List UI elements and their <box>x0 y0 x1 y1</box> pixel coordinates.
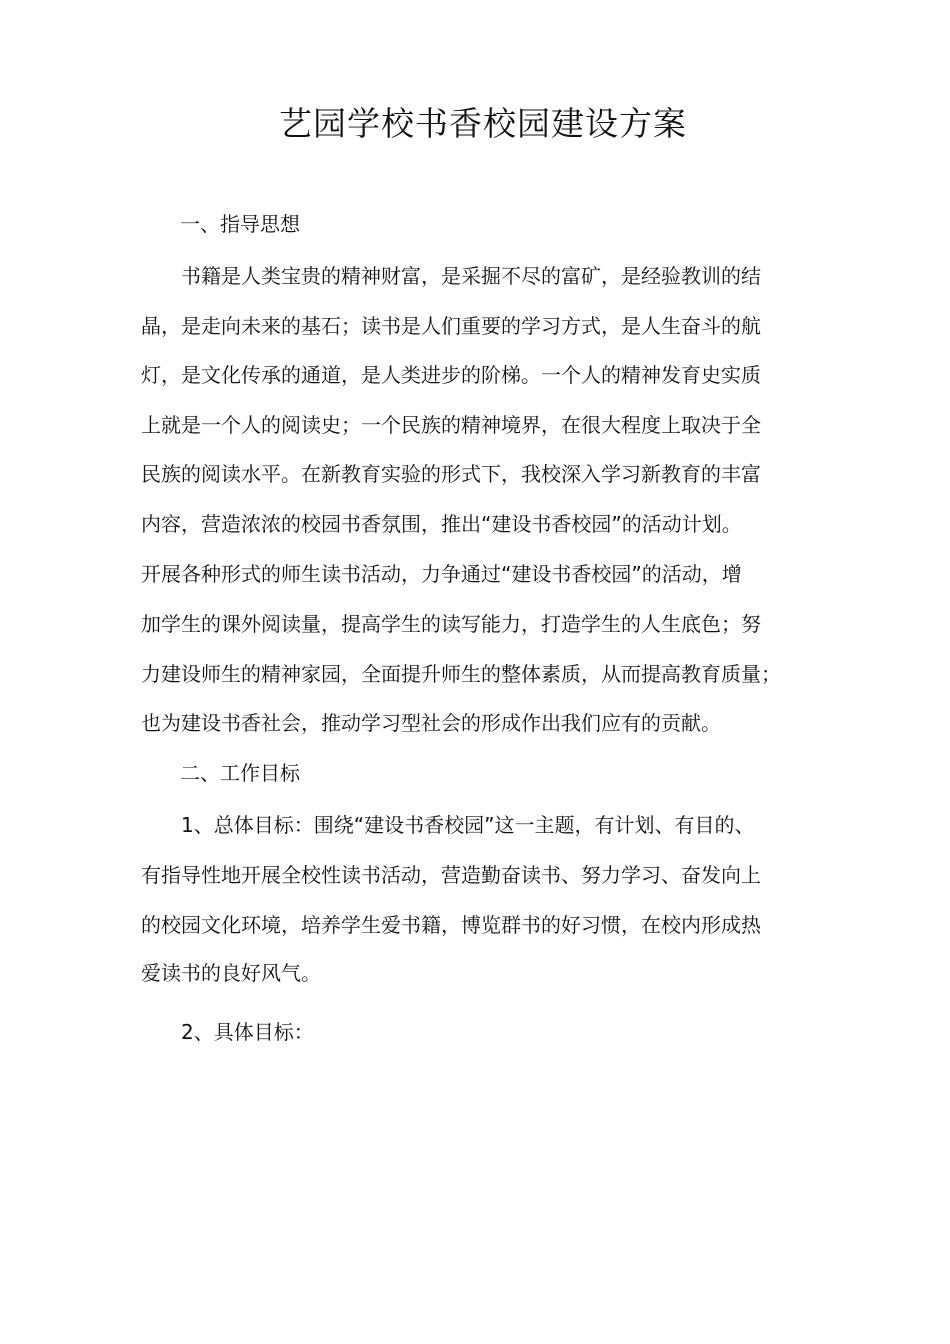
paragraph-line: 力建设师生的精神家园，全面提升师生的整体素质，从而提高教育质量； <box>141 662 781 686</box>
paragraph-line: 加学生的课外阅读量，提高学生的读写能力，打造学生的人生底色；努 <box>141 612 761 636</box>
section-heading-work-goals: 二、工作目标 <box>180 761 300 785</box>
paragraph-line: 书籍是人类宝贵的精神财富，是采掘不尽的富矿，是经验教训的结 <box>181 264 761 288</box>
document-title: 艺园学校书香校园建设方案 <box>279 104 687 143</box>
section-heading-guiding-ideology: 一、指导思想 <box>180 212 300 236</box>
goal-line: 1、总体目标：围绕“建设书香校园”这一主题，有计划、有目的、 <box>181 813 755 837</box>
goal-line: 有指导性地开展全校性读书活动，营造勤奋读书、努力学习、奋发向上 <box>141 863 761 887</box>
paragraph-line: 开展各种形式的师生读书活动，力争通过“建设书香校园”的活动，增 <box>141 562 742 586</box>
paragraph-line: 灯，是文化传承的通道，是人类进步的阶梯。一个人的精神发育史实质 <box>141 363 761 387</box>
paragraph-line: 晶，是走向未来的基石；读书是人们重要的学习方式，是人生奋斗的航 <box>141 314 761 338</box>
paragraph-line: 内容，营造浓浓的校园书香氛围，推出“建设书香校园”的活动计划。 <box>141 512 742 536</box>
paragraph-line: 也为建设书香社会，推动学习型社会的形成作出我们应有的贡献。 <box>141 711 721 735</box>
paragraph-line: 民族的阅读水平。在新教育实验的形式下，我校深入学习新教育的丰富 <box>141 462 761 486</box>
subheading-specific-goals: 2、具体目标： <box>181 1020 314 1044</box>
paragraph-line: 上就是一个人的阅读史；一个民族的精神境界，在很大程度上取决于全 <box>141 413 761 437</box>
goal-line: 爱读书的良好风气。 <box>141 961 321 985</box>
goal-line: 的校园文化环境，培养学生爱书籍，博览群书的好习惯，在校内形成热 <box>141 913 761 937</box>
